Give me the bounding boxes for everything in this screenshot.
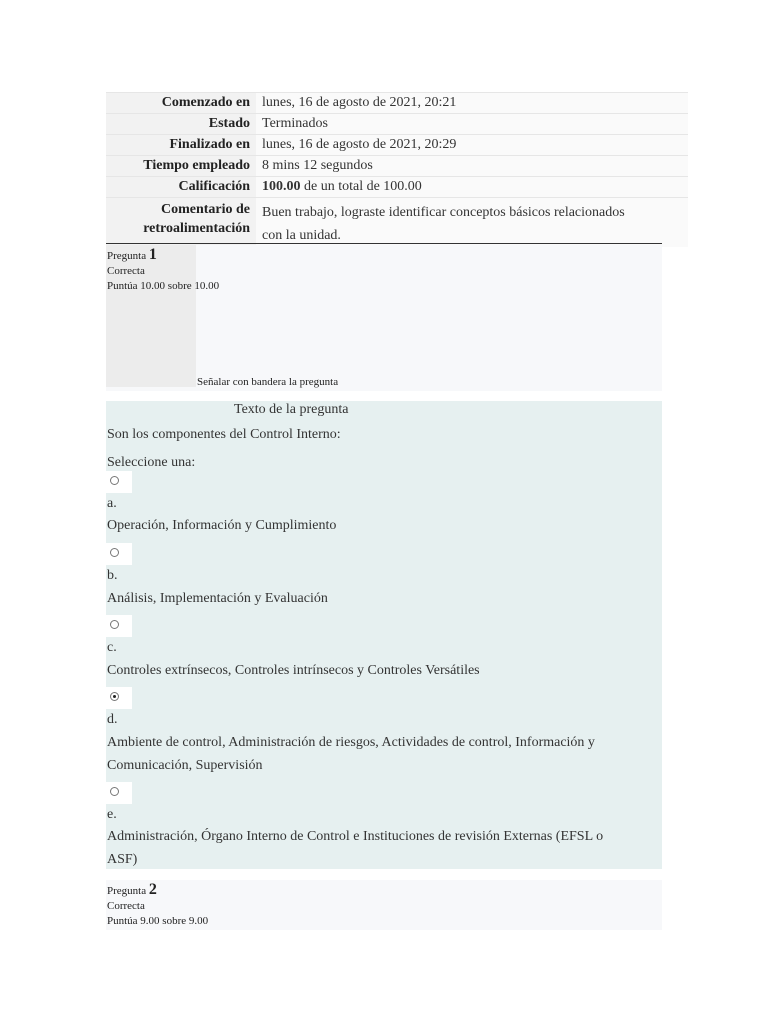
summary-value: 8 mins 12 segundos bbox=[256, 156, 688, 177]
option-d-letter: d. bbox=[107, 712, 118, 727]
grade-total: de un total de 100.00 bbox=[300, 179, 422, 194]
question-text-heading: Texto de la pregunta bbox=[234, 402, 349, 417]
feedback-label-line1: Comentario de bbox=[160, 202, 250, 217]
summary-row-started bbox=[106, 93, 688, 114]
divider bbox=[106, 243, 662, 244]
summary-label: Calificación bbox=[106, 177, 256, 198]
flag-question-link[interactable]: Señalar con bandera la pregunta bbox=[197, 376, 339, 388]
summary-label: Estado bbox=[106, 114, 256, 135]
question-status: Correcta bbox=[107, 265, 145, 277]
summary-label bbox=[106, 198, 256, 248]
summary-label: Comenzado en bbox=[106, 93, 256, 114]
option-c-text: Controles extrínsecos, Controles intrínsecos y Controles Versátiles bbox=[107, 663, 480, 678]
summary-value: lunes, 16 de agosto de 2021, 20:21 bbox=[256, 93, 688, 114]
question-status: Correcta bbox=[107, 900, 145, 912]
option-a-radio[interactable] bbox=[106, 471, 132, 493]
question-number: Pregunta 2 bbox=[107, 881, 157, 898]
option-a-letter: a. bbox=[107, 496, 117, 511]
question-1-body bbox=[106, 401, 662, 869]
option-d-text: Ambiente de control, Administración de riesgos, Actividades de control, Información y Comunicación, Supervisión bbox=[107, 735, 595, 773]
option-e-letter: e. bbox=[107, 807, 117, 822]
option-c-letter: c. bbox=[107, 640, 117, 655]
summary-row-grade bbox=[106, 177, 688, 198]
option-d-radio[interactable] bbox=[106, 687, 132, 709]
feedback-label-line2: retroalimentación bbox=[143, 221, 250, 236]
grade-value: 100.00 bbox=[262, 179, 301, 194]
option-b-letter: b. bbox=[107, 568, 118, 583]
question-score: Puntúa 9.00 sobre 9.00 bbox=[107, 915, 209, 927]
question-text: Son los componentes del Control Interno: bbox=[107, 427, 341, 442]
option-c-radio[interactable] bbox=[106, 615, 132, 637]
summary-value: lunes, 16 de agosto de 2021, 20:29 bbox=[256, 135, 688, 156]
question-score: Puntúa 10.00 sobre 10.00 bbox=[107, 280, 220, 292]
option-b-radio[interactable] bbox=[106, 543, 132, 565]
question-1-info bbox=[106, 245, 662, 391]
summary-row-feedback bbox=[106, 198, 688, 248]
feedback-line2: con la unidad. bbox=[262, 228, 341, 243]
option-a-text: Operación, Información y Cumplimiento bbox=[107, 518, 337, 533]
option-b-text: Análisis, Implementación y Evaluación bbox=[107, 591, 328, 606]
feedback-line1: Buen trabajo, lograste identificar conceptos básicos relacionados bbox=[262, 205, 625, 220]
summary-value: Terminados bbox=[256, 114, 688, 135]
summary-label: Finalizado en bbox=[106, 135, 256, 156]
attempt-summary-table bbox=[106, 92, 688, 247]
summary-row-state bbox=[106, 114, 688, 135]
option-e-radio[interactable] bbox=[106, 782, 132, 804]
summary-value bbox=[256, 198, 688, 248]
summary-row-finished bbox=[106, 135, 688, 156]
question-number: Pregunta 1 bbox=[107, 246, 157, 263]
option-e-text: Administración, Órgano Interno de Control e Instituciones de revisión Externas (EFSL o ASF) bbox=[107, 829, 604, 867]
select-prompt: Seleccione una: bbox=[107, 455, 196, 470]
summary-value bbox=[256, 177, 688, 198]
summary-label: Tiempo empleado bbox=[106, 156, 256, 177]
summary-row-time-taken bbox=[106, 156, 688, 177]
question-2-info bbox=[106, 880, 662, 930]
